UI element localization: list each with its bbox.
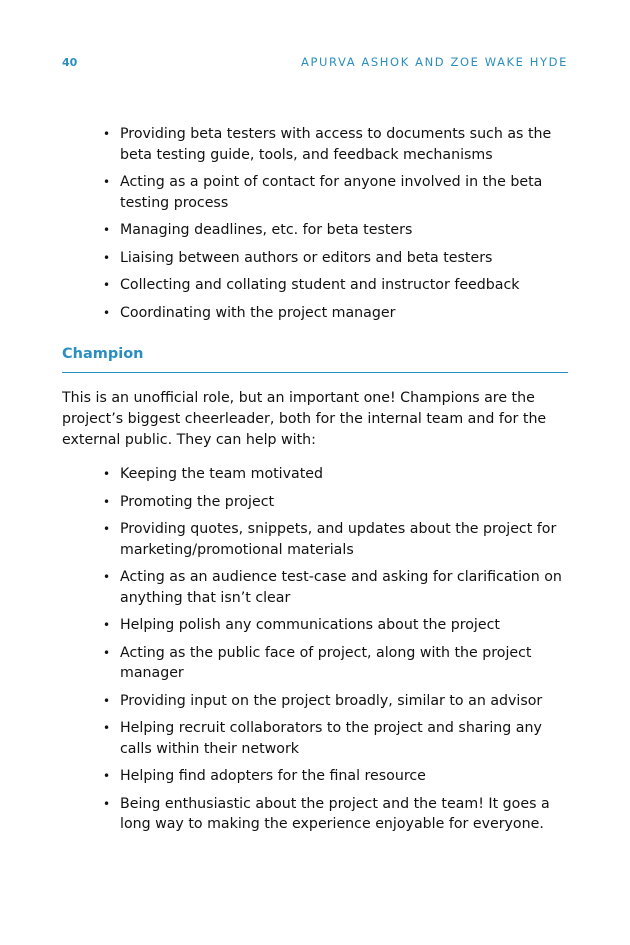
list-item: • Keeping the team motivated (103, 464, 573, 485)
list-item: • Promoting the project (103, 492, 573, 513)
list-item: • Collecting and collating student and instructor feedback (103, 275, 573, 296)
page-number: 40 (62, 56, 78, 69)
list-item: • Helping find adopters for the final resource (103, 766, 573, 787)
list-item: • Being enthusiastic about the project and the team! It goes a long way to making the experience enjoyable for everyone. (103, 794, 573, 835)
list-item: • Liaising between authors or editors and beta testers (103, 248, 573, 269)
list-item: • Helping recruit collaborators to the project and sharing any calls within their network (103, 718, 573, 759)
page-header (0, 54, 630, 74)
list-item: • Managing deadlines, etc. for beta testers (103, 220, 573, 241)
list-item: • Providing beta testers with access to documents such as the beta testing guide, tools, and feedback mechanisms (103, 124, 573, 165)
running-head: APURVA ASHOK AND ZOE WAKE HYDE (301, 55, 568, 69)
list-item: • Coordinating with the project manager (103, 303, 573, 324)
champion-duties-list (103, 464, 573, 842)
champion-intro-paragraph: This is an unofficial role, but an important one! Champions are the project’s biggest cheerleader, both for the internal team and for the external public. They can help with: (62, 390, 547, 448)
section-heading-champion: Champion (62, 346, 144, 362)
list-item: • Acting as a point of contact for anyone involved in the beta testing process (103, 172, 573, 213)
list-item: • Providing quotes, snippets, and updates about the project for marketing/promotional materials (103, 519, 573, 560)
list-item: • Helping polish any communications about the project (103, 615, 573, 636)
list-item: • Providing input on the project broadly, similar to an advisor (103, 691, 573, 712)
beta-coordinator-duties-list (103, 124, 573, 330)
list-item: • Acting as the public face of project, along with the project manager (103, 643, 573, 684)
section-divider (62, 372, 568, 373)
list-item: • Acting as an audience test-case and asking for clarification on anything that isn’t clear (103, 567, 573, 608)
